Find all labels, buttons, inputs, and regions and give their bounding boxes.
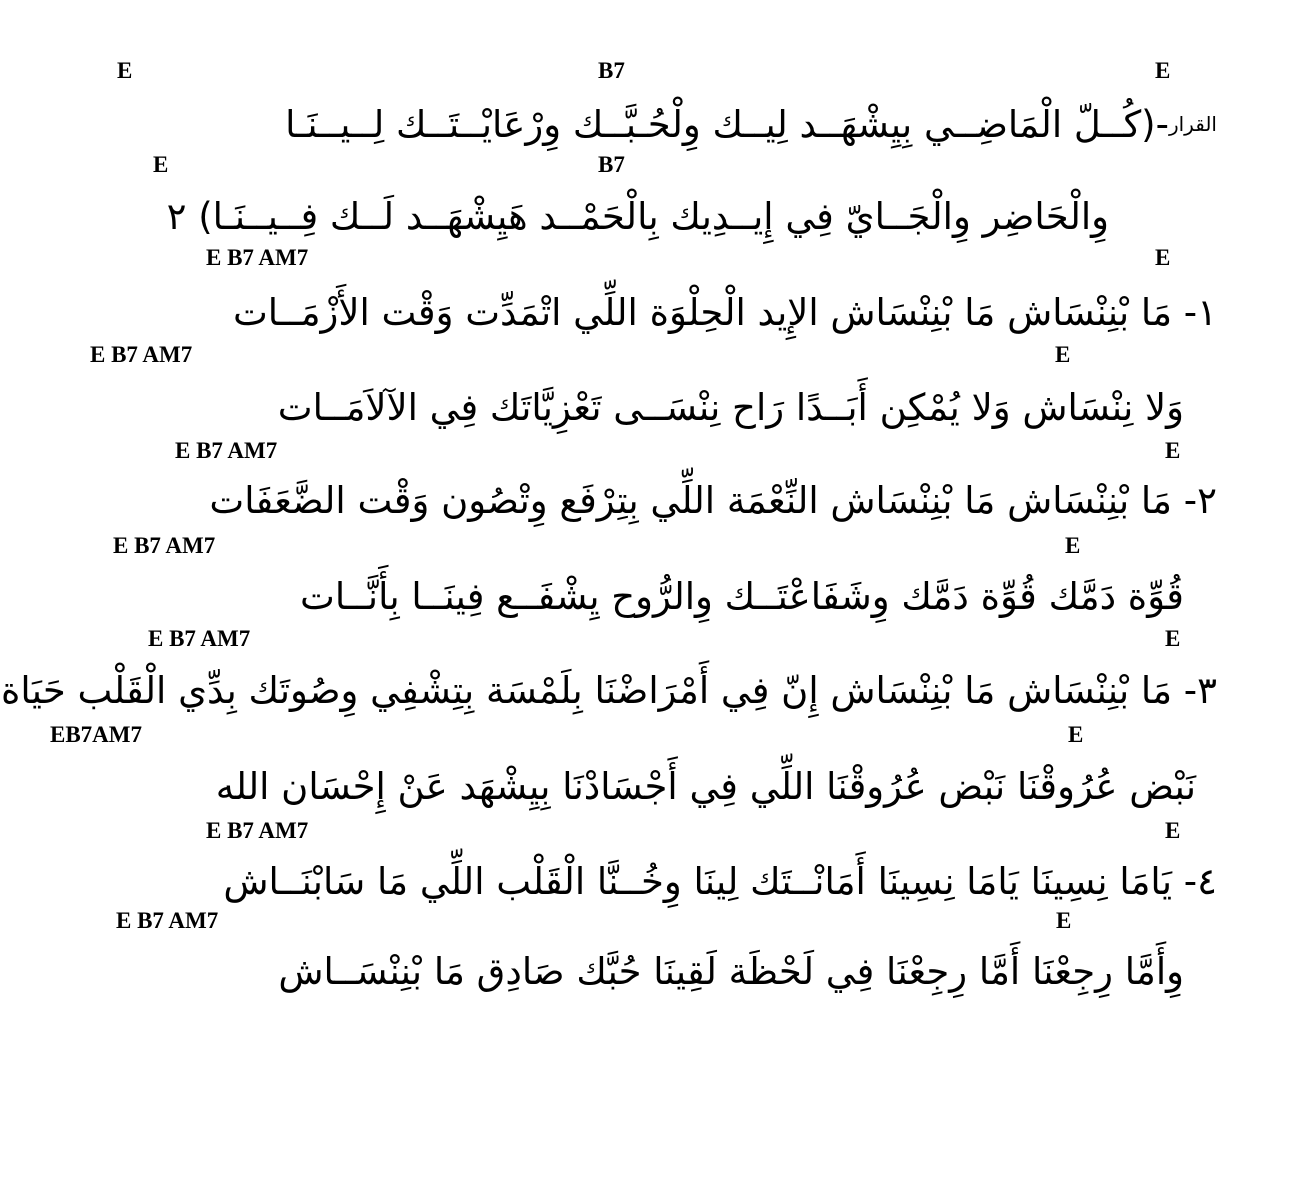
verse-3-line-b: نَبْض عُرُوقْنَا نَبْض عُرُوقْنَا اللِّي فِي أَجْسَادْنَا بِيِشْهَد عَنْ إِحْسَان الله xyxy=(215,765,1196,808)
verse-3-chord-b-2: E xyxy=(1068,722,1084,747)
verse-2-chord-a-1: E B7 AM7 xyxy=(175,438,278,463)
verse-4-chord-b-2: E xyxy=(1056,908,1072,933)
verse-1-line-b: وَلا نِنْسَاش وَلا يُمْكِن أَبَــدًا رَاح نِنْسَــى تَعْزِيَّاتَك فِي الآلاَمَــات xyxy=(277,386,1184,429)
verse-4-line-b: وِأَمَّا رِجِعْنَا أَمَّا رِجِعْنَا فِي لَحْظَة لَقِينَا حُبَّك صَادِق مَا بْنِنْسَــاش xyxy=(278,950,1184,993)
verse-2-chord-b-2: E xyxy=(1065,533,1081,558)
refrain-chord-1-3: E xyxy=(1155,58,1171,83)
verse-2-line-a: ٢- مَا بْنِنْسَاش مَا بْنِنْسَاش النِّعْمَة اللِّي بِتِرْفَع وِتْصُون وَقْت الضَّعَفَات xyxy=(209,479,1217,522)
verse-1-line-a: ١- مَا بْنِنْسَاش مَا بْنِنْسَاش الإِيد الْحِلْوَة اللِّي اتْمَدِّت وَقْت الأَزْمَــات xyxy=(232,291,1217,334)
verse-2-chord-b-1: E B7 AM7 xyxy=(113,533,216,558)
refrain-chord-2-1: E xyxy=(153,152,169,177)
verse-3-line-a: ٣- مَا بْنِنْسَاش مَا بْنِنْسَاش إِنّ فِي أَمْرَاضْنَا بِلَمْسَة بِتِشْفِي وِصُوتَك بِدِّي الْقَلْب حَيَاة xyxy=(1,669,1217,712)
verse-1-chord-a-2: E xyxy=(1155,245,1171,270)
refrain-line-1 xyxy=(285,96,1217,153)
verse-1-chord-b-1: E B7 AM7 xyxy=(90,342,193,367)
verse-1-chord-a-1: E B7 AM7 xyxy=(206,245,309,270)
verse-1-chord-b-2: E xyxy=(1055,342,1071,367)
refrain-line-1-text: -(كُــلّ الْمَاضِــي بِيِشْهَــد لِيــك وِلْحُـبَّــك وِرْعَايْــتَــك لِــيــنَـا xyxy=(285,103,1169,146)
refrain-line-2: وِالْحَاضِر وِالْجَــايّ فِي إِيــدِيك بِالْحَمْــد هَيِشْهَــد لَــك فِــيــنَـا) ٢ xyxy=(166,195,1109,238)
verse-4-chord-a-1: E B7 AM7 xyxy=(206,818,309,843)
refrain-chord-1-2: B7 xyxy=(598,58,625,83)
verse-3-chord-b-1: EB7AM7 xyxy=(50,722,142,747)
verse-2-line-b: قُوِّة دَمَّك قُوِّة دَمَّك وِشَفَاعْتَــك وِالرُّوح يِشْفَــع فِينَــا بِأَنَّــات xyxy=(300,575,1184,618)
verse-4-line-a: ٤- يَامَا نِسِينَا يَامَا نِسِينَا أَمَانْــتَك لِينَا وِخُــنَّا الْقَلْب اللِّي مَا سَابْنَــاش xyxy=(223,860,1217,903)
verse-4-chord-a-2: E xyxy=(1165,818,1181,843)
verse-2-chord-a-2: E xyxy=(1165,438,1181,463)
verse-4-chord-b-1: E B7 AM7 xyxy=(116,908,219,933)
refrain-chord-1-1: E xyxy=(117,58,133,83)
verse-3-chord-a-1: E B7 AM7 xyxy=(148,626,251,651)
refrain-chord-2-2: B7 xyxy=(598,152,625,177)
verse-3-chord-a-2: E xyxy=(1165,626,1181,651)
refrain-label: القرار xyxy=(1168,112,1217,136)
